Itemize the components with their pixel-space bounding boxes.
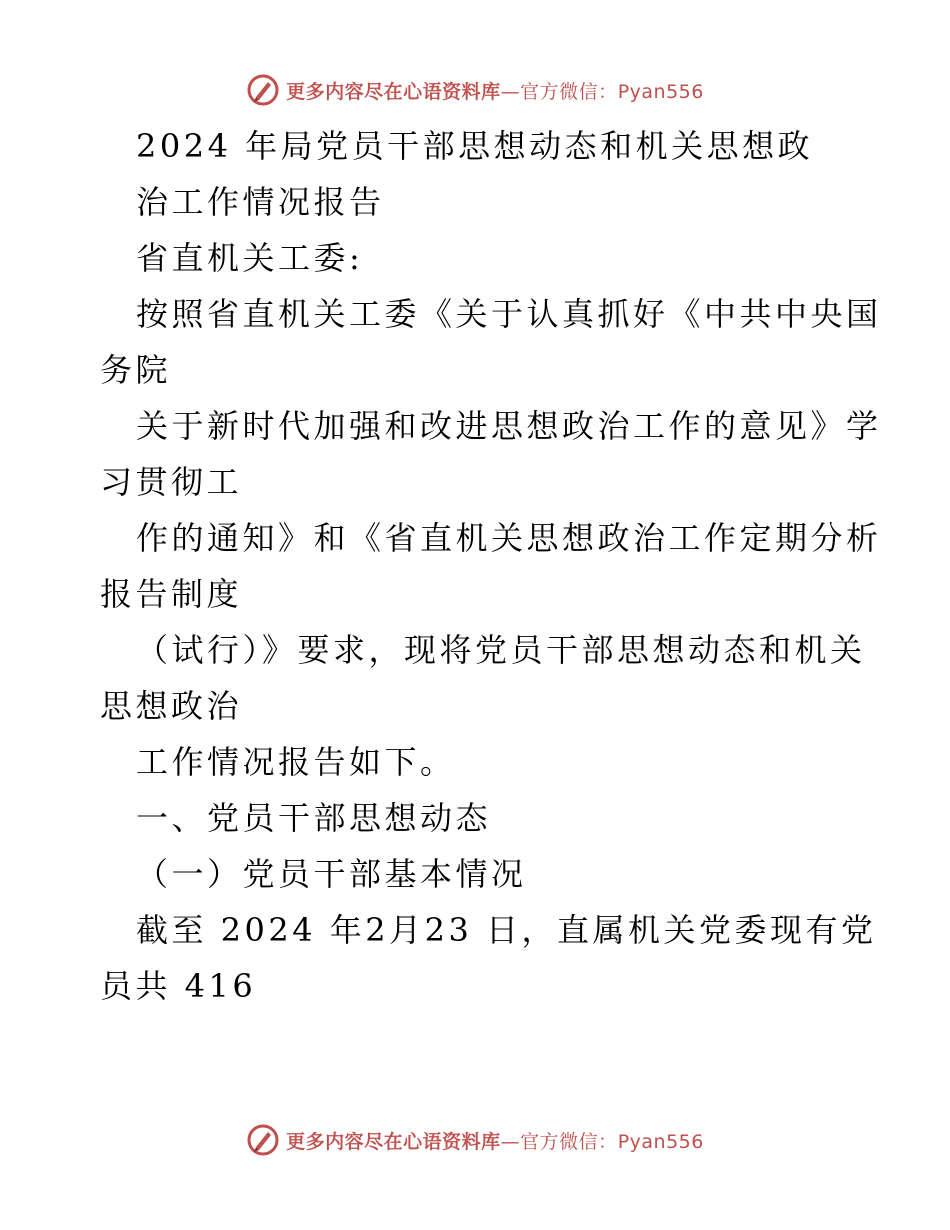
paragraph-line: 员共 416: [100, 967, 257, 1005]
watermark-separator: —: [500, 1130, 521, 1153]
document-body: [100, 118, 882, 1014]
paragraph-line: 工作情况报告如下。: [136, 743, 456, 781]
pen-circle-logo-icon: [246, 1123, 280, 1157]
paragraph-line: 务院: [100, 351, 172, 389]
footer-watermark: [0, 1120, 950, 1160]
watermark-main-text: 更多内容尽在心语资料库: [286, 1130, 501, 1153]
paragraph-line: 报告制度: [100, 575, 243, 613]
watermark-wechat-id: Pyan556: [617, 80, 704, 103]
watermark-wechat-id: Pyan556: [617, 1130, 704, 1153]
watermark-label: 官方微信：: [520, 1130, 618, 1153]
paragraph-line: 截至 2024 年2月23 日，直属机关党委现有党: [136, 911, 877, 949]
watermark-label: 官方微信：: [520, 80, 618, 103]
paragraph-line: 思想政治: [100, 687, 243, 725]
paragraph-line: 关于新时代加强和改进思想政治工作的意见》学: [136, 407, 882, 445]
section-heading: 一、党员干部思想动态: [136, 799, 492, 837]
watermark-main-text: 更多内容尽在心语资料库: [286, 80, 501, 103]
pen-circle-logo-icon: [246, 73, 280, 107]
watermark-separator: —: [500, 80, 521, 103]
paragraph-line: （试行）》要求，现将党员干部思想动态和机关: [136, 631, 866, 669]
document-title-line-2: 治工作情况报告: [136, 183, 385, 221]
salutation: 省直机关工委:: [136, 239, 364, 277]
paragraph-line: 按照省直机关工委《关于认真抓好《中共中央国: [136, 295, 882, 333]
subsection-heading: （一）党员干部基本情况: [136, 855, 527, 893]
paragraph-line: 习贯彻工: [100, 463, 243, 501]
paragraph-line: 作的通知》和《省直机关思想政治工作定期分析: [136, 519, 882, 557]
document-title-line-1: 2024 年局党员干部思想动态和机关思想政: [136, 127, 814, 165]
header-watermark: [0, 70, 950, 110]
